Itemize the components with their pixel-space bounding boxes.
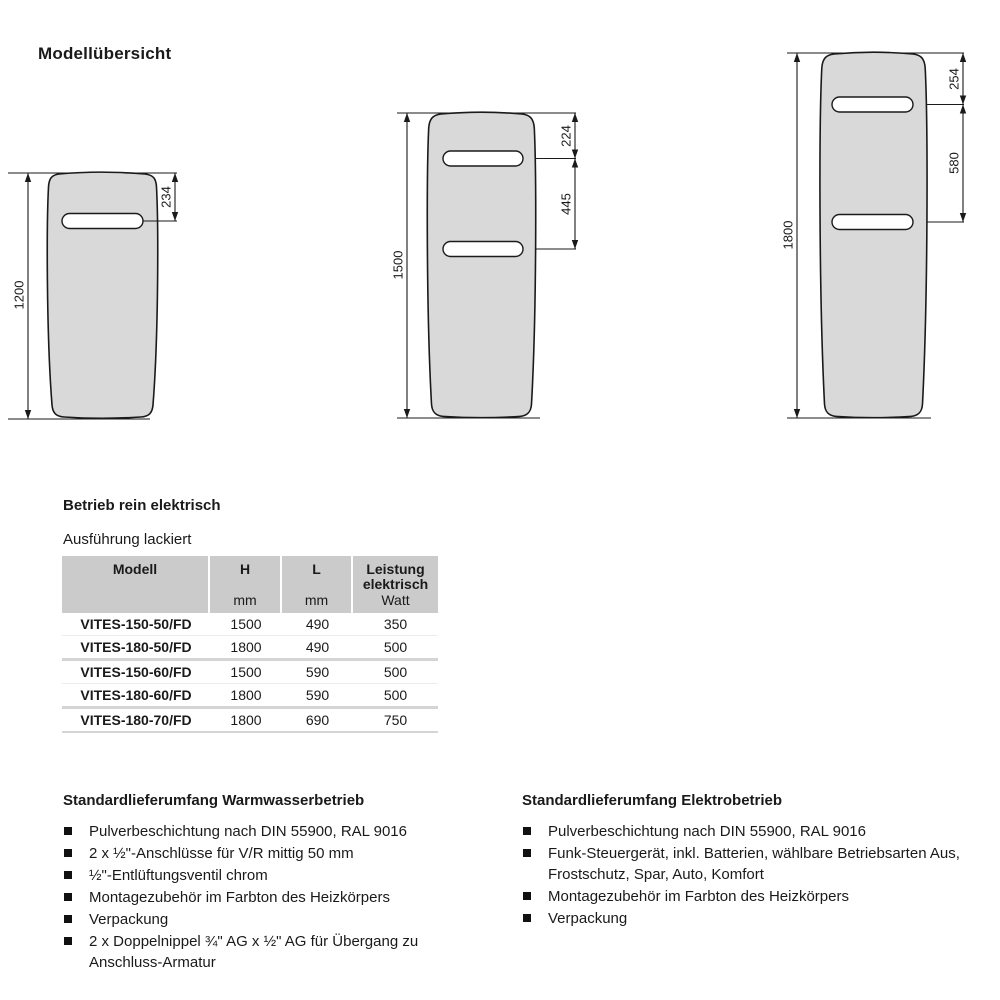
radiator-diagram-1200: [0, 165, 200, 427]
slot-opening: [62, 214, 143, 229]
table-row: [62, 658, 438, 683]
list-item-text: Pulverbeschichtung nach DIN 55900, RAL 9016: [89, 823, 407, 840]
square-bullet-icon: [64, 827, 72, 835]
list-item: [63, 821, 487, 842]
l-cell: 490: [282, 635, 353, 658]
square-bullet-icon: [523, 914, 531, 922]
list-item: [522, 843, 996, 885]
section-subheading: Ausführung lackiert: [63, 531, 192, 548]
list-item-text: 2 x ½"-Anschlüsse für V/R mittig 50 mm: [89, 845, 354, 862]
table-row: [62, 683, 438, 706]
radiator-drawing-icon: [0, 165, 200, 427]
column-unit: mm: [233, 592, 257, 608]
list-item: [63, 843, 487, 864]
dim-label-slot-gap: 580: [946, 152, 962, 174]
list-item-text: Montagezubehör im Farbton des Heizkörpers: [89, 889, 390, 906]
delivery-list-electric: [522, 790, 996, 930]
model-cell: VITES-150-60/FD: [62, 658, 210, 683]
list-item: [522, 821, 996, 842]
square-bullet-icon: [64, 893, 72, 901]
slot-opening: [832, 97, 913, 112]
square-bullet-icon: [523, 892, 531, 900]
column-header-modell: [62, 556, 210, 613]
list-item-text: Verpackung: [89, 911, 169, 928]
dim-label-height: 1500: [390, 250, 406, 280]
list-item-text: Funk-Steuergerät, inkl. Batterien, wählbare Betriebsarten Aus, Frostschutz, Spar, Auto, Komfort: [548, 845, 960, 883]
watt-cell: 500: [353, 635, 438, 658]
slot-opening: [832, 215, 913, 230]
page-title: Modellübersicht: [38, 44, 172, 63]
list-item-text: 2 x Doppelnippel ¾" AG x ½" AG für Übergang zu Anschluss-Armatur: [89, 933, 419, 971]
square-bullet-icon: [64, 871, 72, 879]
h-cell: 1800: [210, 683, 282, 706]
h-cell: 1500: [210, 658, 282, 683]
list-item-text: Montagezubehör im Farbton des Heizkörpers: [548, 888, 849, 905]
column-label: L: [312, 561, 321, 577]
model-cell: VITES-150-50/FD: [62, 613, 210, 635]
delivery-list-warmwater: [63, 790, 487, 974]
list-item: [63, 909, 487, 930]
model-cell: VITES-180-50/FD: [62, 635, 210, 658]
watt-cell: 500: [353, 658, 438, 683]
list-item-text: ½"-Entlüftungsventil chrom: [89, 867, 268, 884]
dim-label-height: 1200: [11, 280, 27, 310]
model-cell: VITES-180-70/FD: [62, 706, 210, 733]
radiator-body: [47, 172, 157, 418]
table-row: [62, 706, 438, 733]
radiator-drawing-icon: [775, 45, 995, 427]
l-cell: 590: [282, 683, 353, 706]
column-label: Modell: [112, 561, 158, 577]
dim-label-top-offset: 254: [946, 68, 962, 90]
model-cell: VITES-180-60/FD: [62, 683, 210, 706]
list-item: [63, 887, 487, 908]
h-cell: 1500: [210, 613, 282, 635]
list-title: Standardlieferumfang Elektrobetrieb: [522, 792, 783, 809]
section-heading: Betrieb rein elektrisch: [63, 497, 221, 514]
list-title: Standardlieferumfang Warmwasserbetrieb: [63, 792, 365, 809]
h-cell: 1800: [210, 635, 282, 658]
l-cell: 490: [282, 613, 353, 635]
watt-cell: 350: [353, 613, 438, 635]
radiator-drawing-icon: [385, 105, 600, 427]
table-row: [62, 635, 438, 658]
column-header-l: [282, 556, 353, 613]
table-header-row: [62, 556, 438, 613]
list-item: [522, 908, 996, 929]
dim-label-slot-gap: 445: [558, 193, 574, 215]
l-cell: 590: [282, 658, 353, 683]
column-label: H: [239, 561, 251, 577]
square-bullet-icon: [64, 937, 72, 945]
list-item: [522, 886, 996, 907]
slot-opening: [443, 242, 523, 257]
column-unit: mm: [304, 592, 329, 608]
column-label: Leistung elektrisch: [362, 561, 429, 592]
column-header-leistung: [353, 556, 438, 613]
square-bullet-icon: [523, 849, 531, 857]
square-bullet-icon: [523, 827, 531, 835]
column-unit: Watt: [381, 592, 410, 608]
l-cell: 690: [282, 706, 353, 733]
h-cell: 1800: [210, 706, 282, 733]
radiator-diagram-1500: [385, 105, 600, 427]
list-item: [63, 865, 487, 886]
dim-label-height: 1800: [780, 220, 796, 250]
dim-label-top-offset: 234: [158, 186, 174, 208]
table-row: [62, 613, 438, 635]
column-header-h: [210, 556, 282, 613]
watt-cell: 500: [353, 683, 438, 706]
model-spec-table: [62, 556, 438, 733]
list-item: [63, 931, 487, 973]
square-bullet-icon: [64, 915, 72, 923]
list-item-text: Verpackung: [548, 910, 628, 927]
watt-cell: 750: [353, 706, 438, 733]
list-item-text: Pulverbeschichtung nach DIN 55900, RAL 9016: [548, 823, 866, 840]
square-bullet-icon: [64, 849, 72, 857]
radiator-diagram-1800: [775, 45, 995, 427]
dim-label-top-offset: 224: [558, 125, 574, 147]
slot-opening: [443, 151, 523, 166]
